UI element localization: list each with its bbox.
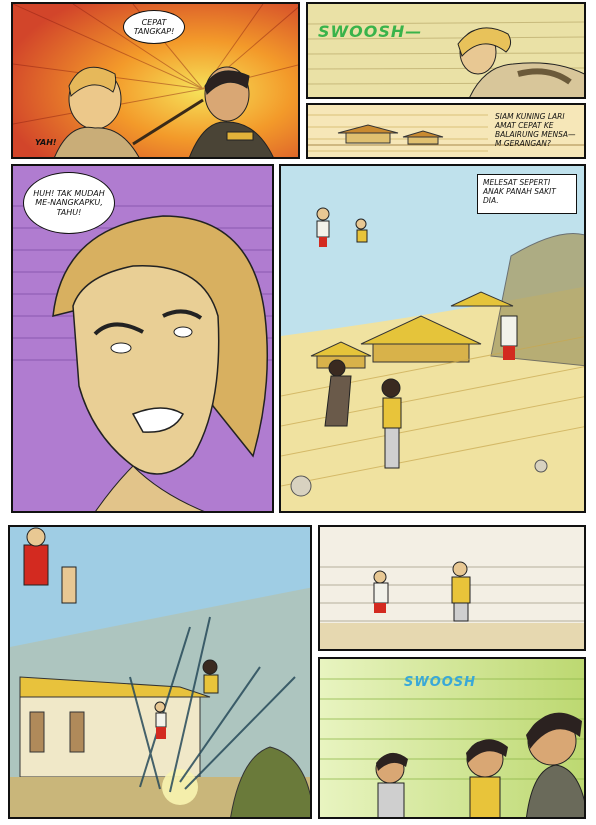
palace-chase-scene [281,166,586,513]
speed-lines [308,4,586,99]
speech-text: HUH! TAK MUDAH ME-NANGKAPKU, TAHU! [33,189,105,217]
caption-box [477,174,577,214]
caption-text: SIAM KUNING LARI AMAT CEPAT KE BALAIRUNG MENSA—M GERANGAN? [495,112,576,148]
caption-text: MELESAT SEPERTI ANAK PANAH SAKIT DIA. [483,178,556,205]
panel-7 [318,525,586,651]
panel-4 [11,164,274,513]
shout-text: YAH! [35,138,57,147]
running-pursuit [320,527,586,651]
panel-6 [8,525,312,819]
panel-2 [306,2,586,99]
panel-3 [306,103,586,159]
panel-8 [318,657,586,819]
sfx-swoosh: SWOOSH [404,675,477,690]
speech-bubble [23,172,115,234]
speech-text: CEPAT TANGKAP! [133,17,175,36]
panel-1 [11,2,300,159]
speech-bubble-top [123,10,185,44]
caption-box [490,109,582,155]
panel-5 [279,164,586,513]
leaping-attack-scene [10,527,312,819]
sfx-swoosh: SWOOSH— [318,22,423,41]
